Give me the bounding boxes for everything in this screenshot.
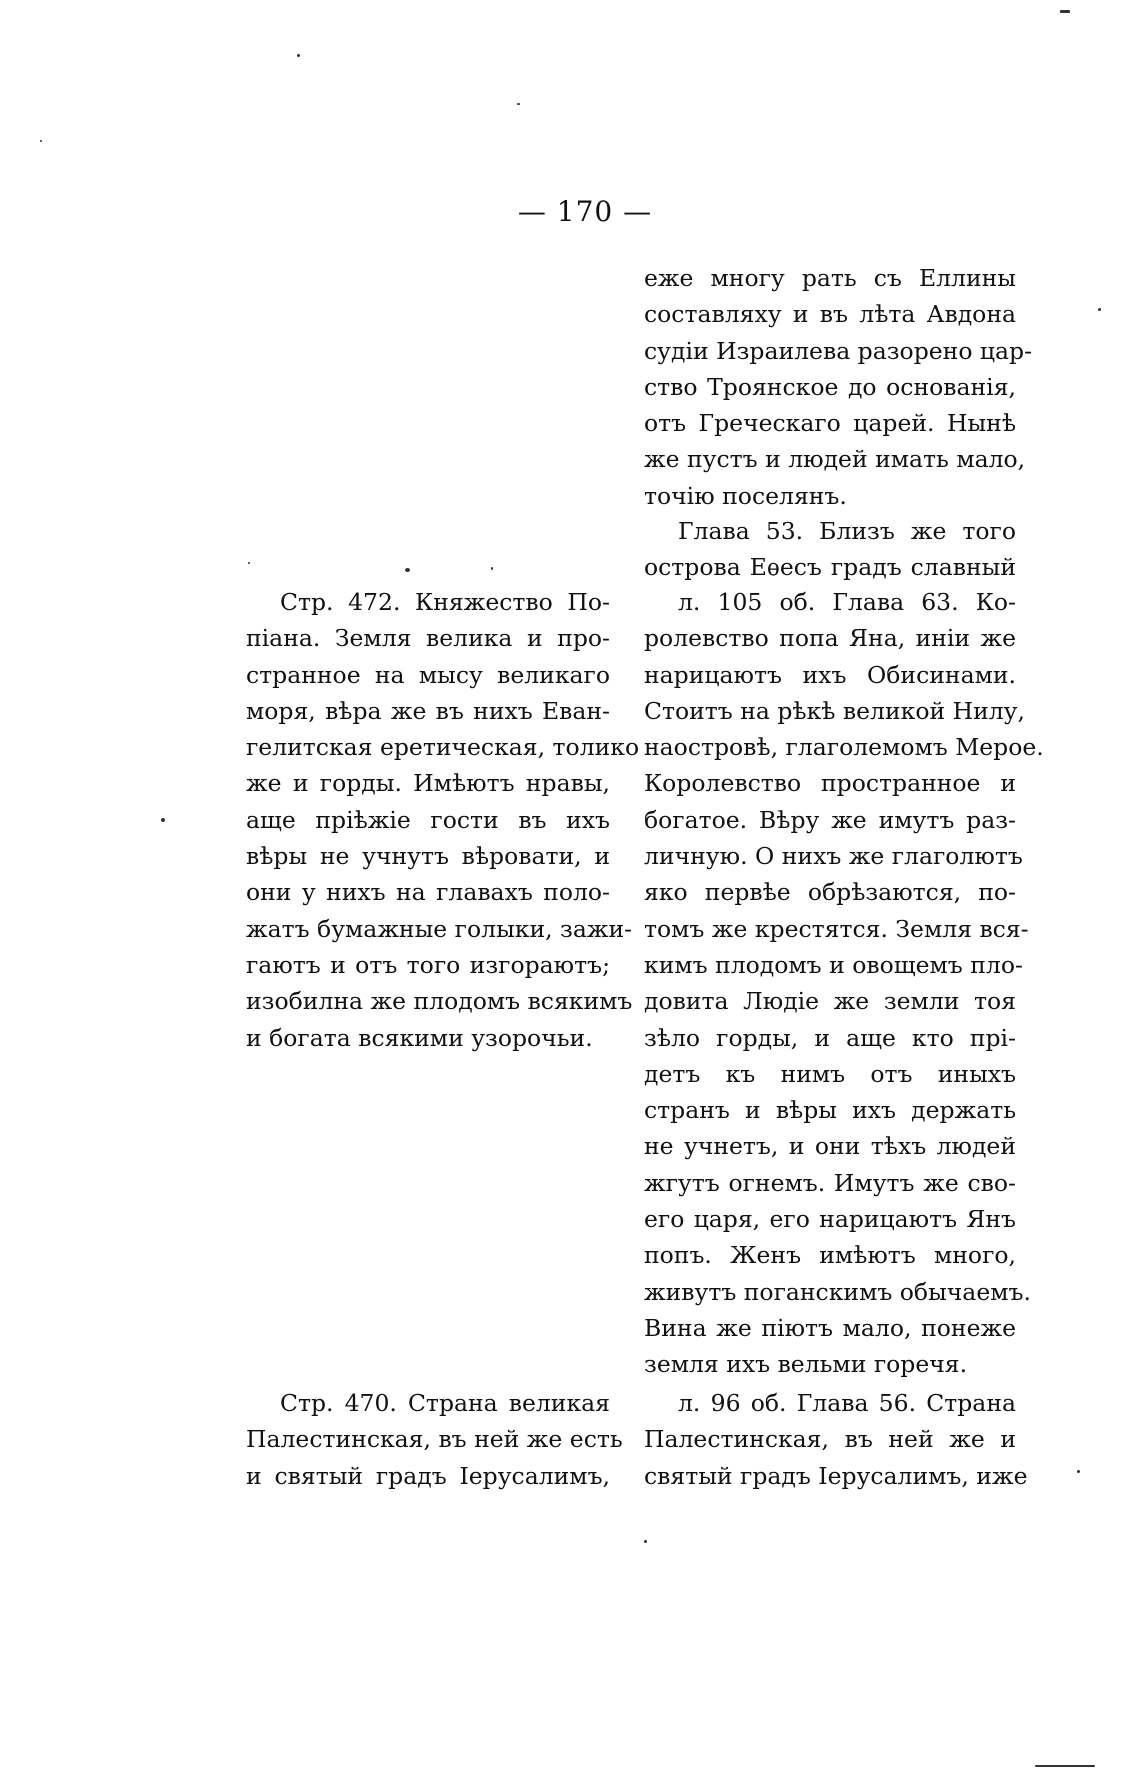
text-line: л. 96 об. Глава 56. Страна bbox=[678, 1389, 1016, 1417]
scan-speck bbox=[40, 140, 42, 142]
text-line: странъ и вѣры ихъ держать bbox=[644, 1096, 1016, 1125]
text-line: Глава 53. Близъ же того bbox=[678, 517, 1016, 545]
text-line: судіи Израилева разорено цар- bbox=[644, 336, 1033, 365]
text-line: святый градъ Іерусалимъ, иже bbox=[644, 1461, 1028, 1490]
right-paragraph-2 bbox=[644, 513, 1016, 586]
scan-speck bbox=[491, 567, 493, 570]
right-paragraph-4 bbox=[644, 1385, 1028, 1494]
scan-speck bbox=[297, 54, 300, 57]
text-line: еже многу рать съ Еллины bbox=[644, 264, 1016, 292]
text-line: аще пріѣжіе гости въ ихъ bbox=[246, 805, 610, 834]
text-line: и святый градъ Іерусалимъ, bbox=[246, 1461, 610, 1490]
scan-speck bbox=[517, 103, 520, 105]
text-line: составляху и въ лѣта Авдона bbox=[644, 300, 1016, 329]
text-line: довита Людіе же земли тоя bbox=[644, 987, 1016, 1016]
scan-speck bbox=[1098, 308, 1101, 311]
text-line: яко первѣе обрѣзаются, по- bbox=[644, 878, 1016, 907]
text-line: гаютъ и отъ того изгораютъ; bbox=[246, 950, 610, 979]
text-line: гелитская еретическая, толико bbox=[246, 733, 640, 762]
text-line: Стоитъ на рѣкѣ великой Нилу, bbox=[644, 696, 1025, 725]
text-line: Палестинская, въ ней же и bbox=[644, 1425, 1016, 1454]
text-line: жгутъ огнемъ. Имутъ же сво- bbox=[644, 1168, 1016, 1197]
text-line: земля ихъ вельми горечя. bbox=[644, 1350, 968, 1379]
scan-speck bbox=[161, 818, 165, 822]
text-line: вѣры не учнутъ вѣровати, и bbox=[246, 842, 610, 871]
text-line: острова Еѳесъ градъ славный bbox=[644, 553, 1016, 582]
text-line: не учнетъ, и они тѣхъ людей bbox=[644, 1132, 1016, 1161]
text-line: отъ Греческаго царей. Нынѣ bbox=[644, 409, 1016, 438]
text-line: л. 105 об. Глава 63. Ко- bbox=[678, 588, 1016, 616]
text-line: нарицаютъ ихъ Обисинами. bbox=[644, 660, 1016, 689]
scan-speck bbox=[1060, 10, 1070, 13]
text-line: ролевство попа Яна, иніи же bbox=[644, 624, 1016, 653]
text-line: личную. О нихъ же глаголютъ bbox=[644, 842, 1023, 871]
text-line: томъ же крестятся. Земля вся- bbox=[644, 914, 1029, 943]
scan-speck bbox=[644, 1540, 647, 1543]
text-line: жатъ бумажные голыки, зажи- bbox=[246, 914, 633, 943]
page-number: — 170 — bbox=[517, 195, 653, 228]
right-paragraph-1 bbox=[644, 260, 1033, 514]
text-line: зѣло горды, и аще кто прі- bbox=[644, 1023, 1016, 1052]
text-line: моря, вѣра же въ нихъ Еван- bbox=[246, 696, 610, 725]
scan-speck bbox=[1035, 1765, 1095, 1767]
text-line: и богата всякими узорочьи. bbox=[246, 1023, 593, 1052]
text-line: Стр. 470. Страна великая bbox=[280, 1389, 610, 1417]
text-line: странное на мысу великаго bbox=[246, 660, 610, 689]
scan-speck bbox=[248, 562, 250, 564]
text-line: піана. Земля велика и про- bbox=[246, 624, 610, 653]
text-line: живутъ поганскимъ обычаемъ. bbox=[644, 1277, 1031, 1306]
text-line: Стр. 472. Княжество По- bbox=[280, 588, 610, 616]
text-line: они у нихъ на главахъ поло- bbox=[246, 878, 610, 907]
text-line: изобилна же плодомъ всякимъ bbox=[246, 987, 633, 1016]
text-line: Королевство пространное и bbox=[644, 769, 1016, 798]
text-line: ство Троянское до основанія, bbox=[644, 372, 1016, 401]
text-line: наостровѣ, глаголемомъ Мерое. bbox=[644, 733, 1044, 762]
text-line: же пустъ и людей имать мало, bbox=[644, 445, 1026, 474]
text-line: богатое. Вѣру же имутъ раз- bbox=[644, 805, 1016, 834]
text-line: его царя, его нарицаютъ Янъ bbox=[644, 1205, 1016, 1234]
text-line: Палестинская, въ ней же есть bbox=[246, 1425, 623, 1454]
text-line: детъ къ нимъ отъ иныхъ bbox=[644, 1059, 1016, 1088]
right-paragraph-3 bbox=[644, 584, 1044, 1383]
text-line: же и горды. Имѣютъ нравы, bbox=[246, 769, 610, 798]
left-paragraph-2 bbox=[246, 1385, 623, 1494]
text-line: кимъ плодомъ и овощемъ пло- bbox=[644, 950, 1023, 979]
scan-speck bbox=[1077, 1470, 1080, 1473]
text-line: точію поселянъ. bbox=[644, 481, 847, 510]
left-paragraph-1 bbox=[246, 584, 640, 1056]
text-line: попъ. Женъ имѣютъ много, bbox=[644, 1241, 1016, 1270]
text-line: Вина же піютъ мало, понеже bbox=[644, 1313, 1016, 1342]
scan-speck bbox=[405, 568, 410, 572]
